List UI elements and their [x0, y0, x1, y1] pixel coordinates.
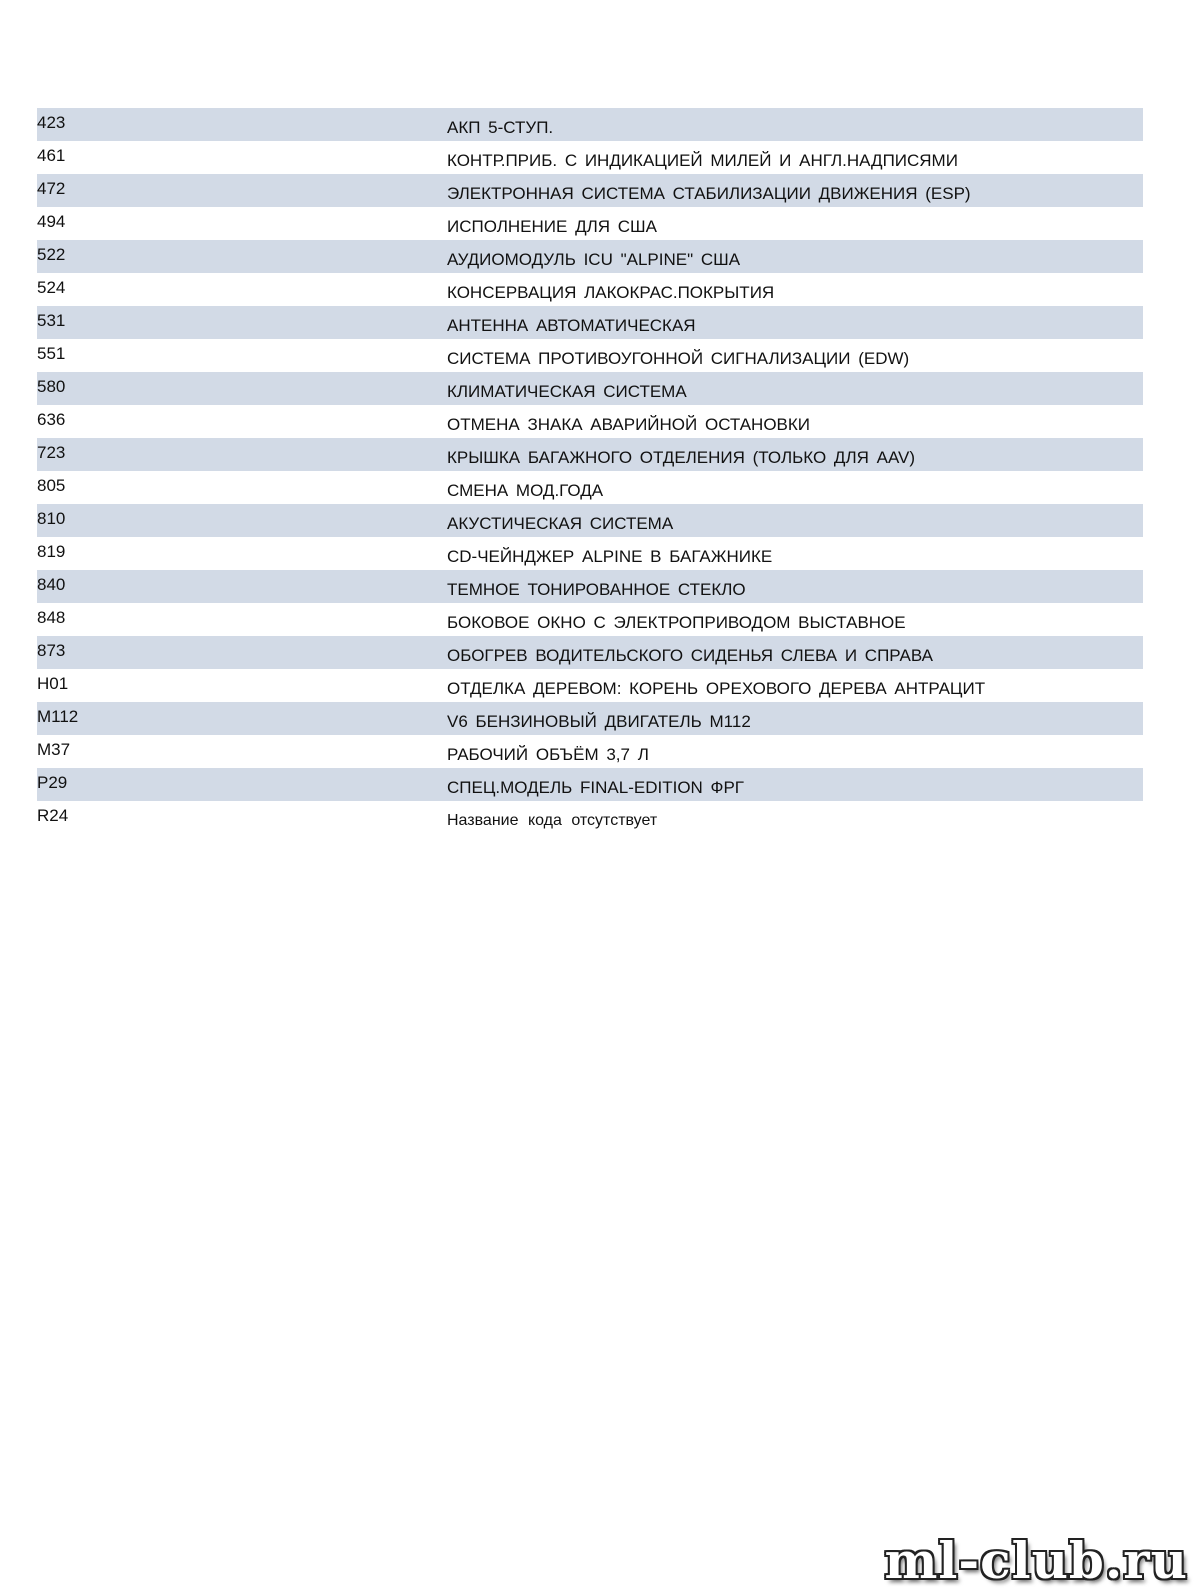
option-description: БОКОВОЕ ОКНО С ЭЛЕКТРОПРИВОДОМ ВЫСТАВНОЕ: [447, 613, 906, 632]
table-row: [37, 339, 1143, 372]
option-code: 840: [37, 575, 66, 594]
option-description: СИСТЕМА ПРОТИВОУГОННОЙ СИГНАЛИЗАЦИИ (EDW): [447, 349, 910, 368]
option-code: 723: [37, 443, 66, 462]
table-row: [37, 306, 1143, 339]
option-description: Название кода отсутствует: [447, 812, 658, 829]
option-code: 472: [37, 179, 66, 198]
table-row: [37, 603, 1143, 636]
table-row: [37, 570, 1143, 603]
table-row: [37, 207, 1143, 240]
option-description: ЭЛЕКТРОННАЯ СИСТЕМА СТАБИЛИЗАЦИИ ДВИЖЕНИЯ (ESP): [447, 184, 971, 203]
option-code: M37: [37, 740, 71, 759]
option-description: АКП 5-СТУП.: [447, 118, 554, 137]
option-code: 423: [37, 113, 66, 132]
table-row: [37, 801, 1143, 834]
table-row: [37, 438, 1143, 471]
table-row: [37, 669, 1143, 702]
option-description: ИСПОЛНЕНИЕ ДЛЯ США: [447, 217, 657, 236]
table-row: [37, 537, 1143, 570]
option-description: СПЕЦ.МОДЕЛЬ FINAL-EDITION ФРГ: [447, 778, 745, 797]
option-code: P29: [37, 773, 68, 792]
option-code: 580: [37, 377, 66, 396]
table-row: [37, 768, 1143, 801]
option-description: ОБОГРЕВ ВОДИТЕЛЬСКОГО СИДЕНЬЯ СЛЕВА И СПРАВА: [447, 646, 933, 665]
option-code: 805: [37, 476, 66, 495]
table-row: [37, 240, 1143, 273]
option-code: 524: [37, 278, 66, 297]
option-code: 848: [37, 608, 66, 627]
option-code: 636: [37, 410, 66, 429]
option-description: ОТДЕЛКА ДЕРЕВОМ: КОРЕНЬ ОРЕХОВОГО ДЕРЕВА АНТРАЦИТ: [447, 679, 986, 698]
option-description: КОНСЕРВАЦИЯ ЛАКОКРАС.ПОКРЫТИЯ: [447, 283, 775, 302]
option-description: КОНТР.ПРИБ. С ИНДИКАЦИЕЙ МИЛЕЙ И АНГЛ.НАДПИСЯМИ: [447, 151, 958, 170]
option-description: ОТМЕНА ЗНАКА АВАРИЙНОЙ ОСТАНОВКИ: [447, 415, 811, 434]
option-code: 819: [37, 542, 66, 561]
option-description: СМЕНА МОД.ГОДА: [447, 481, 604, 500]
option-code: 810: [37, 509, 66, 528]
option-description: АУДИОМОДУЛЬ ICU "ALPINE" США: [447, 250, 741, 269]
option-code: H01: [37, 674, 69, 693]
table-row: [37, 504, 1143, 537]
table-row: [37, 636, 1143, 669]
option-description: РАБОЧИЙ ОБЪЁМ 3,7 Л: [447, 745, 649, 764]
option-description: ТЕМНОЕ ТОНИРОВАННОЕ СТЕКЛО: [447, 580, 746, 599]
option-code: 522: [37, 245, 66, 264]
table-row: [37, 471, 1143, 504]
option-description: V6 БЕНЗИНОВЫЙ ДВИГАТЕЛЬ M112: [447, 712, 751, 731]
option-code: 531: [37, 311, 66, 330]
option-code: 461: [37, 146, 66, 165]
table-row: [37, 273, 1143, 306]
option-description: АНТЕННА АВТОМАТИЧЕСКАЯ: [447, 316, 696, 335]
option-description: АКУСТИЧЕСКАЯ СИСТЕМА: [447, 514, 674, 533]
table-row: [37, 174, 1143, 207]
table-row: [37, 372, 1143, 405]
table-row: [37, 141, 1143, 174]
option-codes-table: [37, 108, 1143, 834]
option-code: M112: [37, 707, 79, 726]
option-code: 551: [37, 344, 66, 363]
table-row: [37, 735, 1143, 768]
option-code: 873: [37, 641, 66, 660]
option-description: КРЫШКА БАГАЖНОГО ОТДЕЛЕНИЯ (ТОЛЬКО ДЛЯ AAV): [447, 448, 916, 467]
table-row: [37, 405, 1143, 438]
option-code: 494: [37, 212, 66, 231]
option-description: КЛИМАТИЧЕСКАЯ СИСТЕМА: [447, 382, 687, 401]
option-description: CD-ЧЕЙНДЖЕР ALPINE В БАГАЖНИКЕ: [447, 547, 773, 566]
watermark-logo: ml-club.ru: [884, 1531, 1188, 1590]
table-row: [37, 108, 1143, 141]
option-code: R24: [37, 806, 69, 825]
table-row: [37, 702, 1143, 735]
